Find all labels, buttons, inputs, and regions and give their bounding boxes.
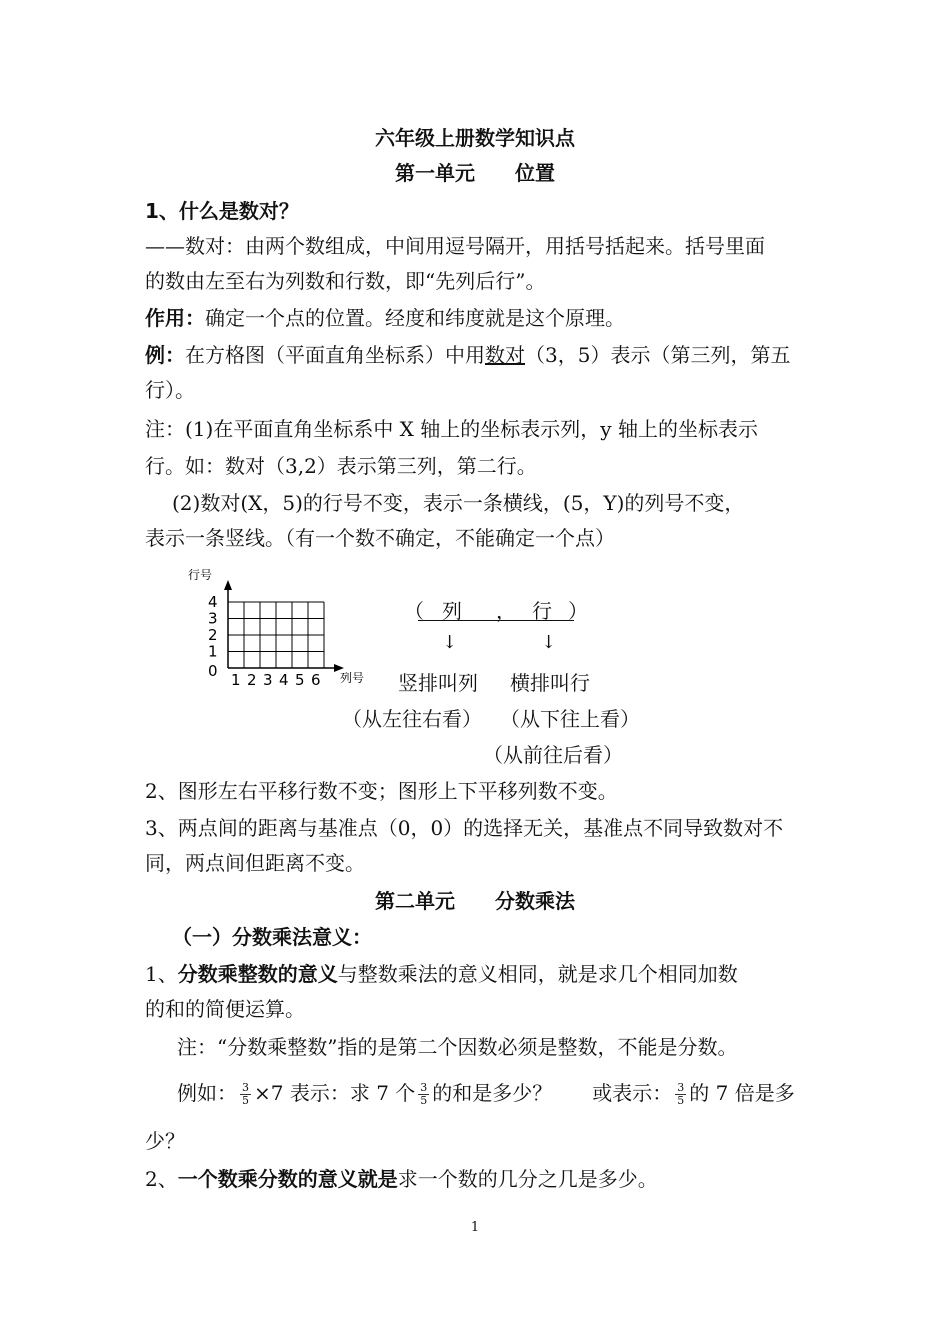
page-number: 1 xyxy=(470,1220,480,1235)
point-2: 2、图形左右平移行数不变；图形上下平移列数不变。 xyxy=(145,779,618,803)
y-tick-label: 2 xyxy=(208,626,218,644)
x-tick-label: 4 xyxy=(279,671,289,689)
note-line-3: (2)数对(X，5)的行号不变，表示一条横线，(5，Y)的列号不变， xyxy=(172,491,745,515)
y-axis-label: 行号 xyxy=(188,568,213,582)
y-axis-arrow xyxy=(224,580,232,590)
example-prefix: 例如： xyxy=(177,1081,237,1105)
use-label: 作用： xyxy=(145,306,205,330)
coordinate-grid xyxy=(180,562,380,692)
example-underlined: 数对 xyxy=(485,343,525,367)
example-line-2: 行）。 xyxy=(145,378,195,402)
pair-comma: ， xyxy=(496,599,516,623)
column-hint: （从左往右看） xyxy=(342,707,482,731)
fraction-3-numerator: 3 xyxy=(677,1081,685,1094)
row-hint-2: （从前往后看） xyxy=(483,743,623,767)
point-2-text: 求一个数的几分之几是多少。 xyxy=(397,1167,658,1191)
point-2-number: 2、 xyxy=(145,1167,178,1191)
point-1-text: 与整数乘法的意义相同，就是求几个相同加数 xyxy=(337,962,738,986)
fraction-1-numerator: 3 xyxy=(242,1081,249,1094)
pair-open: （ xyxy=(404,599,424,623)
row-description: 横排叫行 xyxy=(510,671,590,695)
unit2-note: 注：“分数乘整数”指的是第二个因数必须是整数，不能是分数。 xyxy=(177,1035,738,1059)
unit2-point-1-line-2: 的和的简便运算。 xyxy=(145,997,305,1021)
document-title: 六年级上册数学知识点 xyxy=(375,126,575,150)
example-part-c: 的 7 倍是多 xyxy=(689,1081,795,1105)
pair-close: ） xyxy=(568,599,588,623)
use-paragraph xyxy=(145,303,625,333)
point-2-bold: 一个数乘分数的意义就是 xyxy=(177,1167,398,1191)
y-tick-label: 4 xyxy=(208,593,218,611)
unit2-example xyxy=(177,1078,795,1108)
fraction-3-denominator: 5 xyxy=(677,1094,685,1107)
example-label: 例： xyxy=(145,343,185,367)
example-text-1: 在方格图（平面直角坐标系）中用 xyxy=(185,343,485,367)
unit2-point-1 xyxy=(145,959,738,989)
unit2-point-2 xyxy=(145,1164,658,1194)
example-text-2: （3，5）表示（第三列，第五 xyxy=(525,343,791,367)
x-tick-label: 2 xyxy=(247,671,257,689)
row-hint: （从下往上看） xyxy=(500,707,640,731)
pair-row: 行 xyxy=(532,599,552,623)
point-3-line-2: 同，两点间但距离不变。 xyxy=(145,851,365,875)
example-part-a: ×7 表示：求 7 个 xyxy=(254,1081,416,1105)
fraction-1 xyxy=(240,1082,251,1107)
point-3-line-1: 3、两点间的距离与基准点（0，0）的选择无关，基准点不同导致数对不 xyxy=(145,816,784,840)
definition-line-2: 的数由左至右为列数和行数，即“先列后行”。 xyxy=(145,269,546,293)
column-arrow-icon: ↓ xyxy=(442,632,458,653)
row-arrow-icon: ↓ xyxy=(541,632,557,653)
x-tick-label: 6 xyxy=(311,671,321,689)
x-tick-label: 5 xyxy=(295,671,305,689)
unit2-example-line-2: 少？ xyxy=(145,1129,185,1153)
example-part-b: 的和是多少？ 或表示： xyxy=(432,1081,673,1105)
x-tick-label: 1 xyxy=(231,671,241,689)
note-line-1: 注：(1)在平面直角坐标系中 X 轴上的坐标表示列，y 轴上的坐标表示 xyxy=(145,417,758,441)
fraction-1-denominator: 5 xyxy=(242,1094,249,1107)
column-description: 竖排叫列 xyxy=(398,671,478,695)
note-line-2: 行。如：数对（3,2）表示第三列，第二行。 xyxy=(145,454,537,478)
unit2-heading: 第二单元 分数乘法 xyxy=(375,889,575,913)
x-tick-label: 3 xyxy=(263,671,273,689)
y-tick-label: 1 xyxy=(208,642,218,661)
fraction-3 xyxy=(675,1082,686,1107)
note-line-4: 表示一条竖线。（有一个数不确定，不能确定一个点） xyxy=(145,526,615,550)
pair-column: 列 xyxy=(442,599,462,623)
definition-line-1: ——数对：由两个数组成，中间用逗号隔开，用括号括起来。括号里面 xyxy=(145,234,765,258)
x-axis-label: 列号 xyxy=(340,671,365,685)
question-1: 1、什么是数对？ xyxy=(145,199,299,223)
point-1-bold: 分数乘整数的意义 xyxy=(177,962,338,986)
y-tick-label: 0 xyxy=(208,662,218,680)
unit1-heading: 第一单元 位置 xyxy=(395,161,555,185)
example-paragraph xyxy=(145,340,790,370)
fraction-2-numerator: 3 xyxy=(420,1081,428,1094)
y-tick-label: 3 xyxy=(208,609,218,628)
fraction-2-denominator: 5 xyxy=(420,1094,428,1107)
point-1-number: 1、 xyxy=(145,962,178,986)
fraction-2 xyxy=(418,1082,429,1107)
unit2-subheading: （一）分数乘法意义： xyxy=(172,925,372,949)
use-text: 确定一个点的位置。经度和纬度就是这个原理。 xyxy=(205,306,625,330)
